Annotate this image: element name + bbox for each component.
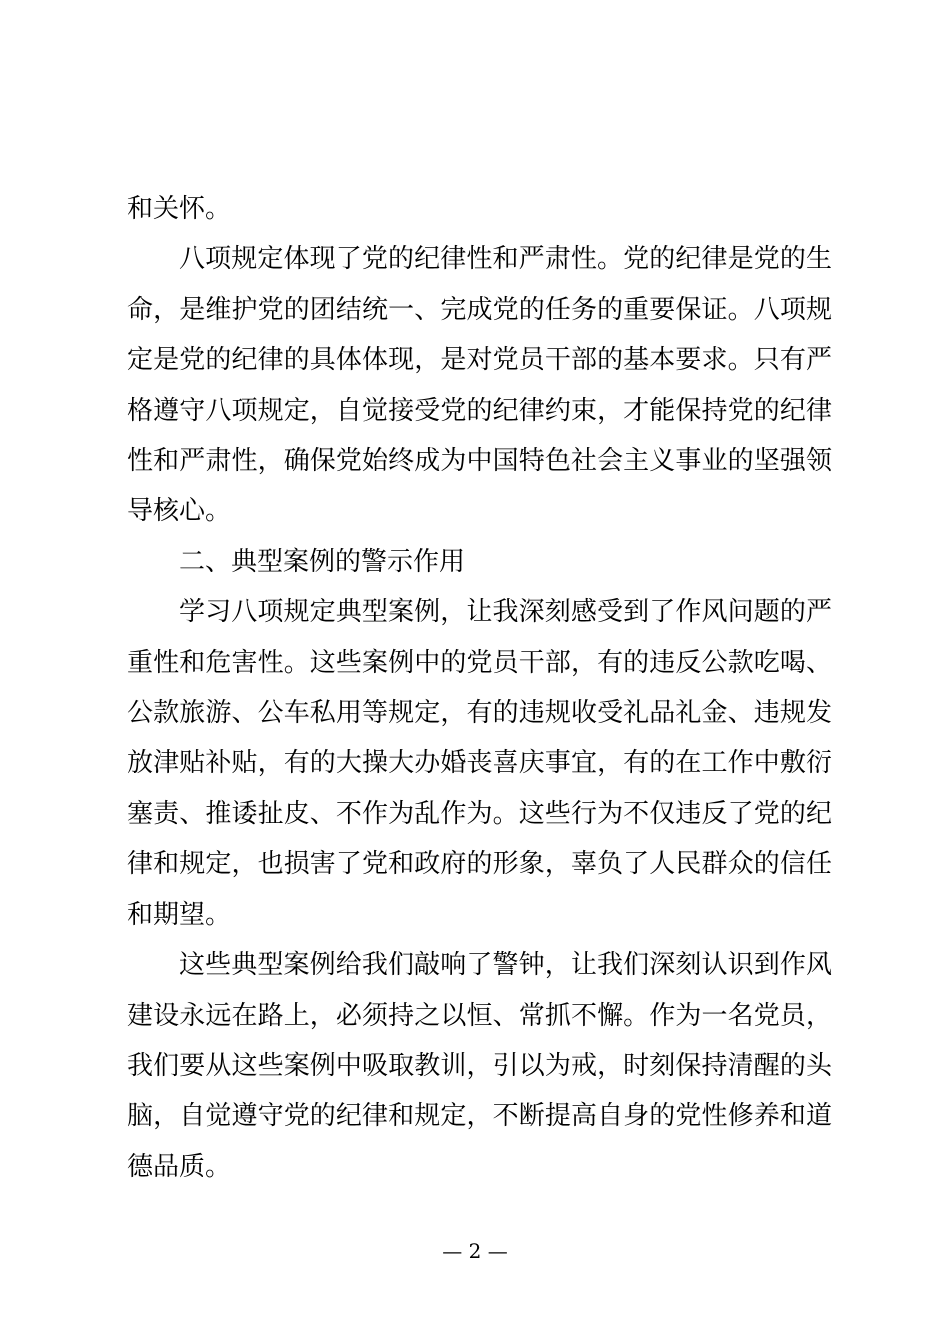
- paragraph-warning: 这些典型案例给我们敲响了警钟，让我们深刻认识到作风建设永远在路上，必须持之以恒、常抓不懈。作为一名党员，我们要从这些案例中吸取教训，引以为戒，时刻保持清醒的头脑，自觉遵守党的纪律和规定，不断提高自身的党性修养和道德品质。: [127, 950, 832, 1182]
- paragraph-discipline: 八项规定体现了党的纪律性和严肃性。党的纪律是党的生命，是维护党的团结统一、完成党的任务的重要保证。八项规定是党的纪律的具体体现，是对党员干部的基本要求。只有严格遵守八项规定，自觉接受党的纪律约束，才能保持党的纪律性和严肃性，确保党始终成为中国特色社会主义事业的坚强领导核心。: [127, 244, 832, 527]
- paragraph-continuation: 和关怀。: [127, 194, 232, 224]
- paragraph-case-study: 学习八项规定典型案例，让我深刻感受到了作风问题的严重性和危害性。这些案例中的党员干部，有的违反公款吃喝、公款旅游、公车私用等规定，有的违规收受礼品礼金、违规发放津贴补贴，有的大操大办婚丧喜庆事宜，有的在工作中敷衍塞责、推诿扯皮、不作为乱作为。这些行为不仅违反了党的纪律和规定，也损害了党和政府的形象，辜负了人民群众的信任和期望。: [127, 597, 832, 930]
- document-body: [127, 184, 832, 1192]
- page-number: — 2 —: [442, 1239, 508, 1263]
- section-heading: 二、典型案例的警示作用: [179, 546, 466, 577]
